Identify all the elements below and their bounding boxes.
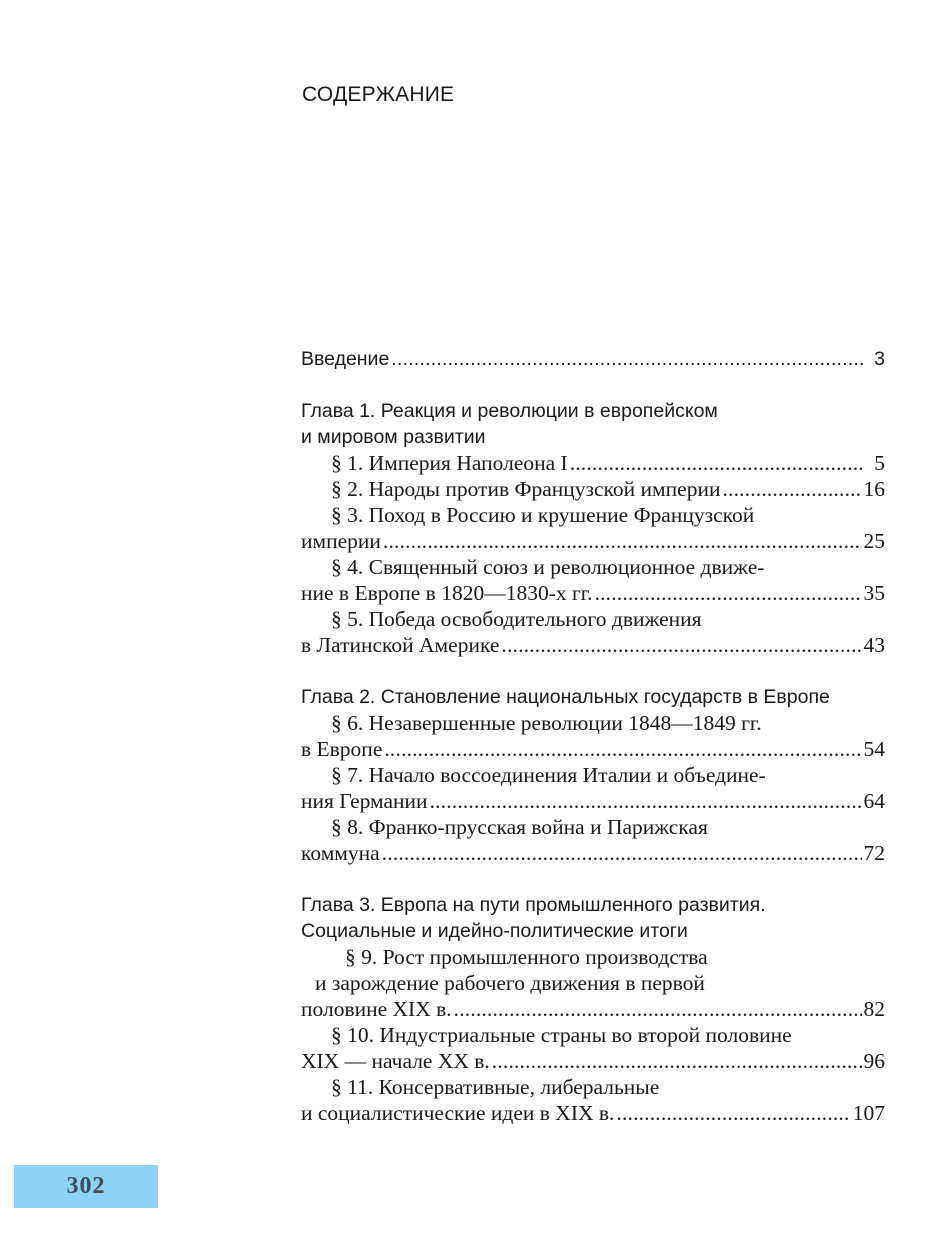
chapter-title: и мировом развитии (301, 426, 486, 448)
dot-leader (384, 736, 861, 762)
toc-page-number: 3 (874, 348, 885, 370)
toc-page-number: 25 (863, 529, 885, 553)
toc-entry-label: § 11. Консервативные, либеральные (331, 1075, 660, 1099)
toc-entry-label: Введение (301, 348, 390, 370)
toc-page-number: 72 (863, 841, 885, 865)
toc-entry-label: в Латинской Америке (301, 633, 500, 657)
toc-entry-section-1[interactable] (301, 450, 885, 476)
toc-entry-label: империи (301, 529, 381, 553)
toc-entry-label: § 10. Индустриальные страны во второй половине (331, 1023, 792, 1047)
toc-entry-section-9[interactable] (301, 944, 885, 1022)
toc-entry-label: и социалистические идеи в XIX в. (301, 1101, 615, 1125)
toc-entry-label: § 4. Священный союз и революционное движе- (331, 555, 765, 579)
chapter-title: Глава 2. Становление национальных государств в Европе (301, 686, 830, 708)
dot-leader (382, 840, 862, 866)
toc-entry-label: коммуна (301, 841, 380, 865)
toc-entry-section-6[interactable] (301, 710, 885, 762)
toc-entry-label: § 3. Поход в Россию и крушение Французской (331, 503, 755, 527)
dot-leader (595, 580, 862, 606)
toc-page-number: 5 (874, 451, 885, 475)
toc-entry-section-4[interactable] (301, 554, 885, 606)
toc-entry-label: половине XIX в. (301, 997, 452, 1021)
dot-leader (722, 476, 861, 502)
toc-entry-label: § 6. Незавершенные революции 1848—1849 гг. (331, 711, 762, 735)
toc-page-number: 35 (863, 581, 885, 605)
toc-entry-label: § 1. Империя Наполеона I (331, 451, 568, 475)
chapter-2 (301, 684, 885, 866)
toc-entry-section-7[interactable] (301, 762, 885, 814)
chapter-title: Социальные и идейно-политические итоги (301, 920, 688, 942)
toc-entry-section-5[interactable] (301, 606, 885, 658)
toc-entry-label: в Европе (301, 737, 383, 761)
page-number: 302 (66, 1173, 106, 1199)
table-of-contents (301, 346, 885, 1126)
toc-entry-section-10[interactable] (301, 1022, 885, 1074)
toc-entry-label: ние в Европе в 1820—1830-х гг. (301, 581, 593, 605)
dot-leader (383, 528, 862, 554)
toc-page-number: 16 (863, 477, 885, 501)
chapter-3 (301, 892, 885, 1126)
page-number-badge (14, 1165, 158, 1208)
dot-leader (570, 450, 863, 476)
toc-page-number: 82 (863, 997, 885, 1021)
chapter-1 (301, 398, 885, 658)
toc-entry-section-8[interactable] (301, 814, 885, 866)
toc-page-number: 54 (863, 737, 885, 761)
page-title: СОДЕРЖАНИЕ (302, 83, 455, 106)
dot-leader (492, 1048, 862, 1074)
dot-leader (454, 996, 862, 1022)
toc-entry-label: ния Германии (301, 789, 428, 813)
toc-entry-label: § 2. Народы против Французской империи (331, 477, 721, 501)
toc-entry-label: § 5. Победа освободительного движения (331, 607, 702, 631)
toc-entry-section-11[interactable] (301, 1074, 885, 1126)
chapter-title: Глава 3. Европа на пути промышленного развития. (301, 894, 766, 916)
toc-page-number: 43 (863, 633, 885, 657)
toc-entry-label: XIX — начале XX в. (301, 1049, 490, 1073)
toc-entry-label: § 8. Франко-прусская война и Парижская (331, 815, 708, 839)
toc-entry-intro[interactable] (301, 346, 885, 372)
chapter-title: Глава 1. Реакция и революции в европейском (301, 400, 718, 422)
dot-leader (430, 788, 862, 814)
toc-page-number: 64 (863, 789, 885, 813)
toc-entry-section-3[interactable] (301, 502, 885, 554)
toc-page-number: 96 (863, 1049, 885, 1073)
toc-entry-section-2[interactable] (301, 476, 885, 502)
dot-leader (501, 632, 861, 658)
toc-entry-label: § 7. Начало воссоединения Италии и объедине- (331, 763, 766, 787)
dot-leader (391, 346, 863, 372)
toc-page-number: 107 (852, 1101, 885, 1125)
dot-leader (616, 1100, 850, 1126)
toc-entry-label: § 9. Рост промышленного производства (345, 945, 708, 969)
toc-entry-label: и зарождение рабочего движения в первой (315, 971, 705, 995)
